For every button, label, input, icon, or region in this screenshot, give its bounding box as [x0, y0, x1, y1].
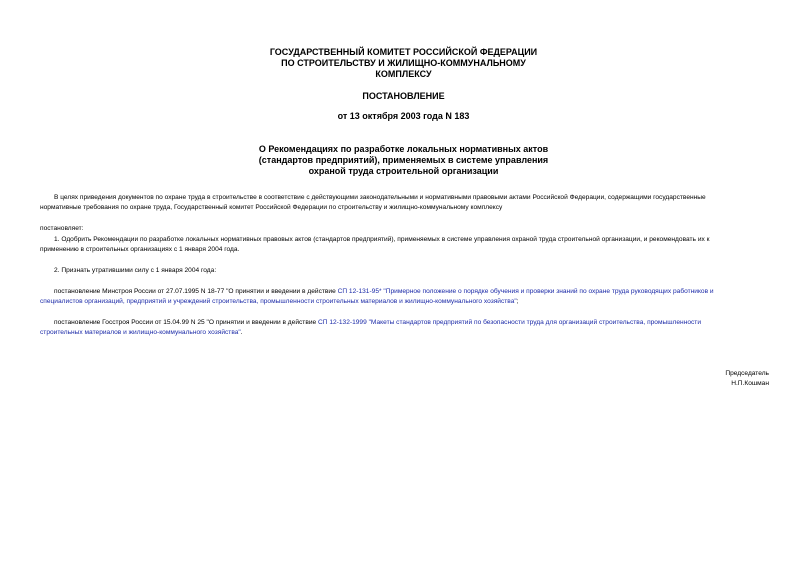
- ref-1-line-2: [40, 297, 770, 307]
- subject-line-3: охраной труда строительной организации: [308, 166, 499, 176]
- signatory-name: Н.П.Кошман: [731, 380, 769, 388]
- ref-2-title-link-cont[interactable]: строительных материалов и жилищно-коммунального хозяйства": [40, 329, 241, 337]
- ref-1-prefix: постановление Минстроя России от 27.07.1995 N 18-77 "О принятии и введении в действие: [54, 288, 338, 295]
- ref-1-code-link[interactable]: СП 12-131-95: [337, 288, 379, 295]
- subject-line-2: (стандартов предприятий), применяемых в системе управления: [258, 155, 549, 165]
- org-line-2: ПО СТРОИТЕЛЬСТВУ И ЖИЛИЩНО-КОММУНАЛЬНОМУ: [281, 58, 526, 68]
- ref-2-line-2: [40, 328, 770, 338]
- ref-1-line-1: [40, 287, 770, 297]
- ref-1-title-link[interactable]: * "Примерное положение о порядке обучения и проверки знаний по охране труда руководящих работников и: [379, 288, 714, 295]
- document-date: от 13 октября 2003 года N 183: [337, 111, 470, 121]
- ref-1-suffix: ;: [516, 298, 519, 306]
- subject-line-1: О Рекомендациях по разработке локальных нормативных актов: [258, 144, 549, 154]
- ref-2-paragraph: [40, 318, 770, 339]
- intro-line-1: В целях приведения документов по охране труда в строительстве в соответствие с действующими законодательными и нормативными правовыми актами Российской Федерации, содержащими государственные: [54, 194, 706, 201]
- issuing-organization: [150, 47, 657, 80]
- ref-2-prefix: постановление Госстроя России от 15.04.99 N 25 "О принятии и введении в действие: [54, 319, 319, 326]
- resolves-label: постановляет:: [40, 225, 84, 232]
- ref-2-code-link[interactable]: СП 12-132-1999: [318, 319, 367, 326]
- signatory-position: Председатель: [725, 370, 769, 377]
- item-1-line-1: 1. Одобрить Рекомендации по разработке локальных нормативных правовых актов (стандартов предприятий), применяемых в системе управления охраной труда строительной организации, и рекомендовать их к: [54, 236, 710, 243]
- ref-2-title-link[interactable]: "Макеты стандартов предприятий по безопасности труда для организаций строительства, промышленности: [366, 319, 701, 326]
- signature-block: [725, 369, 769, 389]
- ref-2-line-1: [40, 318, 770, 328]
- ref-2-suffix: .: [240, 329, 243, 337]
- intro-line-2: нормативные требования по охране труда, Государственный комитет Российской Федерации по строительству и жилищно-коммунальному комплексу: [40, 204, 503, 212]
- org-line-3: КОМПЛЕКСУ: [375, 69, 432, 79]
- item-2-paragraph: 2. Признать утратившими силу с 1 января 2004 года:: [54, 267, 217, 274]
- document-type: ПОСТАНОВЛЕНИЕ: [362, 91, 445, 101]
- item-1-line-2: применению в строительных организациях с 1 января 2004 года.: [40, 246, 240, 254]
- intro-paragraph: [40, 193, 770, 214]
- ref-1-title-link-cont[interactable]: специалистов организаций, предприятий и учреждений строительства, промышленности строительных материалов и жилищно-коммунального хозяйства": [40, 298, 517, 306]
- org-line-1: ГОСУДАРСТВЕННЫЙ КОМИТЕТ РОССИЙСКОЙ ФЕДЕРАЦИИ: [269, 47, 538, 57]
- ref-1-paragraph: [40, 287, 770, 308]
- document-subject: [150, 144, 657, 177]
- item-1-paragraph: [40, 235, 770, 256]
